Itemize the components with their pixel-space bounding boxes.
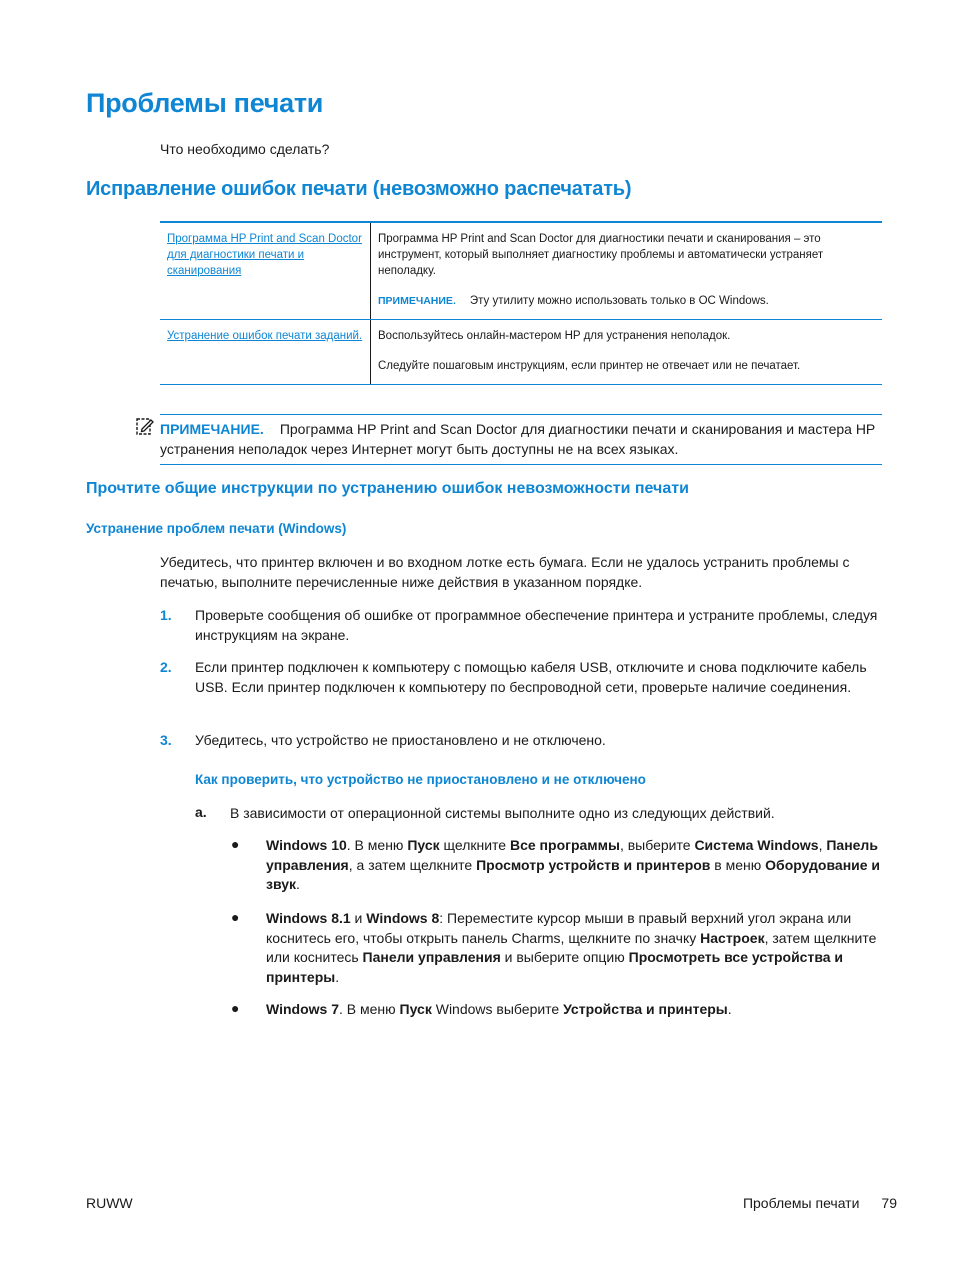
- sub-step-text: В зависимости от операционной системы выполните одно из следующих действий.: [230, 805, 775, 821]
- intro-text: Что необходимо сделать?: [160, 141, 330, 157]
- table-cell-desc: [371, 320, 883, 385]
- bullet-windows-7: Windows 7. В меню Пуск Windows выберите Устройства и принтеры.: [266, 1001, 732, 1017]
- troubleshoot-print-jobs-link[interactable]: Устранение ошибок печати заданий.: [167, 330, 363, 342]
- how-to-heading: Как проверить, что устройство не приостановлено и не отключено: [195, 772, 646, 787]
- hp-print-scan-doctor-link[interactable]: Программа HP Print and Scan Doctor для диагностики печати и сканирования: [167, 233, 362, 277]
- bullet-windows-10: Windows 10. В меню Пуск щелкните Все программы, выберите Система Windows, Панель управления, а затем щелкните Просмотр устройств и принтеров в меню Оборудование и звук.: [266, 837, 881, 892]
- table-cell-link: [160, 222, 371, 320]
- section-heading-general: Прочтите общие инструкции по устранению ошибок невозможности печати: [86, 480, 689, 497]
- bullet-windows-8: Windows 8.1 и Windows 8: Переместите курсор мыши в правый верхний угол экрана или коснитесь его, чтобы открыть панель Charms, щелкните по значку Настроек, затем щелкните или коснитесь Панели управления и выберите опцию Просмотреть все устройства и принтеры.: [266, 910, 877, 985]
- bullet-icon: ●: [231, 1000, 240, 1016]
- sub-step-label: a.: [195, 804, 207, 820]
- tool-description: Воспользуйтесь онлайн-мастером HP для устранения неполадок.: [378, 330, 731, 342]
- note-label: ПРИМЕЧАНИЕ.: [160, 421, 264, 437]
- note-text: Программа HP Print and Scan Doctor для диагностики печати и сканирования и мастера HP устранения неполадок через Интернет могут быть доступны не на всех языках.: [160, 421, 876, 457]
- note-pencil-icon: [135, 416, 155, 436]
- footer-section: Проблемы печати: [742, 1195, 860, 1211]
- note-box: [160, 414, 882, 465]
- page-number: 79: [881, 1195, 897, 1211]
- step-number: 2.: [160, 659, 172, 675]
- bullet-icon: ●: [231, 836, 240, 852]
- step-number: 1.: [160, 607, 172, 623]
- table-row: [160, 222, 882, 320]
- table-note-label: ПРИМЕЧАНИЕ.: [378, 295, 456, 307]
- table-cell-link: [160, 320, 371, 385]
- tool-description: Программа HP Print and Scan Doctor для диагностики печати и сканирования – это инструмент, который выполняет диагностику проблемы и автоматически устраняет неполадку.: [378, 233, 824, 277]
- footer-page-info: [743, 1195, 897, 1211]
- page-title: Проблемы печати: [86, 88, 324, 118]
- subheading-windows: Устранение проблем печати (Windows): [86, 521, 347, 536]
- table-note-text: Эту утилиту можно использовать только в ОС Windows.: [469, 295, 769, 307]
- bullet-icon: ●: [231, 909, 240, 925]
- tool-description-2: Следуйте пошаговым инструкциям, если принтер не отвечает или не печатает.: [378, 360, 801, 372]
- section-heading-fix-errors: Исправление ошибок печати (невозможно распечатать): [86, 178, 632, 200]
- table-note: [378, 293, 875, 309]
- step-text: Проверьте сообщения об ошибке от программное обеспечение принтера и устраните проблемы, следуя инструкциям на экране.: [195, 607, 878, 643]
- step-number: 3.: [160, 732, 172, 748]
- table-row: [160, 320, 882, 385]
- paragraph: Убедитесь, что принтер включен и во входном лотке есть бумага. Если не удалось устранить проблемы с печатью, выполните перечисленные ниже действия в указанном порядке.: [160, 554, 850, 590]
- table-cell-desc: [371, 222, 883, 320]
- tools-table: [160, 221, 882, 385]
- footer-code: RUWW: [86, 1195, 133, 1211]
- step-text: Если принтер подключен к компьютеру с помощью кабеля USB, отключите и снова подключите кабель USB. Если принтер подключен к компьютеру по беспроводной сети, проверьте наличие соединения.: [195, 659, 867, 695]
- step-text: Убедитесь, что устройство не приостановлено и не отключено.: [195, 732, 606, 748]
